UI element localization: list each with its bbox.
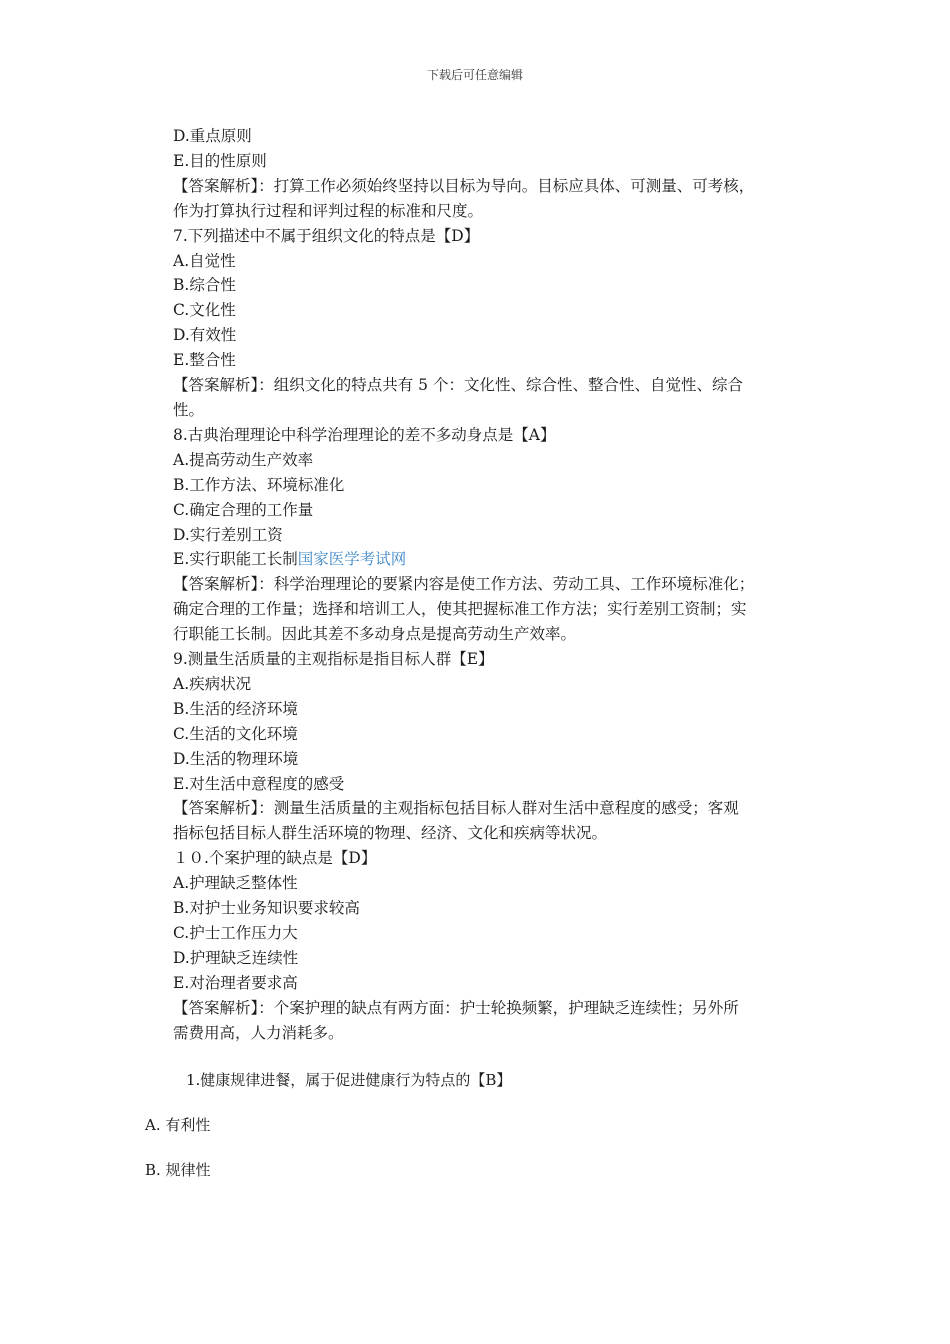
answer-explanation: 【答案解析】：组织文化的特点共有 5 个：文化性、综合性、整合性、自觉性、综合 xyxy=(173,376,743,395)
answer-explanation: 【答案解析】：打算工作必须始终坚持以目标为导向。目标应具体、可测量、可考核， xyxy=(173,176,755,195)
option-line: E.对生活中意程度的感受 xyxy=(173,774,345,793)
option-line: C.确定合理的工作量 xyxy=(173,500,314,519)
option-line: B.工作方法、环境标准化 xyxy=(173,475,345,494)
option-line: A.自觉性 xyxy=(173,251,236,270)
answer-explanation: 【答案解析】：科学治理理论的要紧内容是使工作方法、劳动工具、工作环境标准化； xyxy=(173,575,755,594)
option-line: A.疾病状况 xyxy=(173,674,252,693)
document-body xyxy=(173,124,821,1046)
option-line: D.实行差别工资 xyxy=(173,525,283,544)
option-b: B. 规律性 xyxy=(145,1161,211,1179)
answer-explanation: 行职能工长制。因此其差不多动身点是提高劳动生产效率。 xyxy=(173,625,577,644)
option-line: C.文化性 xyxy=(173,301,236,320)
answer-explanation: 性。 xyxy=(173,400,205,419)
question-7: 7.下列描述中不属于组织文化的特点是【D】 xyxy=(173,226,480,245)
text-line: E.目的性原则 xyxy=(173,151,267,170)
question-8: 8.古典治理理论中科学治理理论的差不多动身点是【A】 xyxy=(173,425,556,444)
option-line: C.护士工作压力大 xyxy=(173,924,298,942)
page-header: 下载后可任意编辑 xyxy=(426,68,523,82)
question-9: 9.测量生活质量的主观指标是指目标人群【E】 xyxy=(173,650,494,669)
question-10: １０.个案护理的缺点是【D】 xyxy=(173,849,377,868)
answer-explanation: 【答案解析】：测量生活质量的主观指标包括目标人群对生活中意程度的感受；客观 xyxy=(173,799,739,818)
option-line: E.整合性 xyxy=(173,351,236,370)
text-line: D.重点原则 xyxy=(173,127,252,145)
question-1: 1.健康规律进餐，属于促进健康行为特点的【B】 xyxy=(186,1071,512,1089)
option-line: B.综合性 xyxy=(173,276,236,295)
answer-explanation: 确定合理的工作量；选择和培训工人，使其把握标准工作方法；实行差别工资制；实 xyxy=(173,600,747,619)
answer-explanation: 需费用高，人力消耗多。 xyxy=(173,1023,344,1042)
option-line: D.有效性 xyxy=(173,326,237,345)
option-text: E.实行职能工长制 xyxy=(173,550,298,569)
option-line: E.对治理者要求高 xyxy=(173,973,298,992)
option-line: D.护理缺乏连续性 xyxy=(173,948,299,967)
answer-explanation: 作为打算执行过程和评判过程的标准和尺度。 xyxy=(173,201,484,220)
answer-explanation: 【答案解析】：个案护理的缺点有两方面：护士轮换频繁，护理缺乏连续性；另外所 xyxy=(173,998,739,1017)
site-link[interactable]: 国家医学考试网 xyxy=(297,550,407,569)
option-line: C.生活的文化环境 xyxy=(173,724,298,743)
option-line: B.生活的经济环境 xyxy=(173,699,298,718)
answer-explanation: 指标包括目标人群生活环境的物理、经济、文化和疾病等状况。 xyxy=(173,824,608,843)
option-line xyxy=(173,547,821,572)
option-line: B.对护士业务知识要求较高 xyxy=(173,899,360,918)
option-line: A.提高劳动生产效率 xyxy=(173,450,314,469)
option-a: A. 有利性 xyxy=(145,1116,211,1134)
option-line: A.护理缺乏整体性 xyxy=(173,874,298,893)
option-line: D.生活的物理环境 xyxy=(173,749,299,768)
